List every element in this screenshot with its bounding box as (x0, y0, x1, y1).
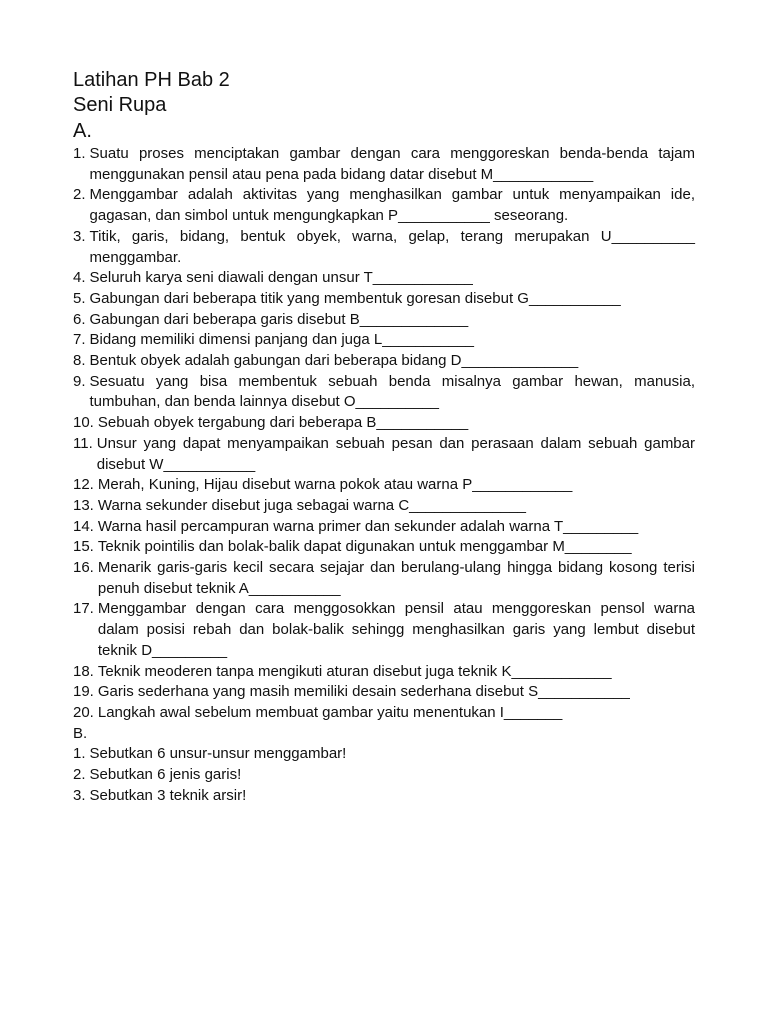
question-number: 13. (73, 496, 94, 514)
question-item (73, 599, 695, 661)
question-text: Merah, Kuning, Hijau disebut warna pokok atau warna P____________ (97, 476, 573, 494)
question-text: Teknik meoderen tanpa mengikuti aturan disebut juga teknik K____________ (97, 662, 612, 680)
question-item (73, 372, 695, 413)
question-number: 20. (73, 703, 94, 721)
question-number: 8. (73, 352, 86, 370)
question-text: Titik, garis, bidang, bentuk obyek, warna, gelap, terang merupakan U__________ menggambar. (89, 227, 695, 266)
question-item (73, 496, 695, 517)
section-b-questions (73, 744, 695, 806)
question-item (73, 517, 695, 538)
section-a-questions (73, 144, 695, 724)
question-text: Suatu proses menciptakan gambar dengan cara menggoreskan benda-benda tajam menggunakan pensil atau pena pada bidang datar disebut M____________ (89, 145, 695, 183)
question-number: 2. (73, 766, 86, 784)
question-number: 4. (73, 269, 86, 287)
question-text: Warna sekunder disebut juga sebagai warna C______________ (97, 496, 526, 514)
question-item (73, 227, 695, 268)
question-number: 3. (73, 227, 86, 245)
question-item (73, 475, 695, 496)
question-item (73, 662, 695, 683)
question-text: Menggambar adalah aktivitas yang menghasilkan gambar untuk menyampaikan ide, gagasan, dan simbol untuk mengungkapkan P___________ seseorang. (89, 186, 695, 225)
task-item (73, 786, 695, 807)
question-number: 9. (73, 372, 86, 390)
question-number: 12. (73, 476, 94, 494)
question-item (73, 330, 695, 351)
question-number: 18. (73, 662, 94, 680)
question-item (73, 310, 695, 331)
question-text: Sebutkan 6 jenis garis! (89, 766, 242, 784)
question-text: Sebutkan 6 unsur-unsur menggambar! (89, 745, 347, 763)
question-item (73, 558, 695, 599)
question-text: Gabungan dari beberapa garis disebut B_____________ (89, 310, 469, 328)
question-text: Menarik garis-garis kecil secara sejajar dan berulang-ulang hingga bidang kosong terisi penuh disebut teknik A___________ (97, 559, 695, 597)
question-text: Sesuatu yang bisa membentuk sebuah benda misalnya gambar hewan, manusia, tumbuhan, dan benda lainnya disebut O__________ (89, 372, 695, 411)
question-item (73, 144, 695, 185)
section-a-heading: A. (73, 120, 92, 142)
question-number: 7. (73, 331, 86, 349)
question-number: 17. (73, 600, 94, 618)
question-text: Garis sederhana yang masih memiliki desain sederhana disebut S___________ (97, 683, 630, 701)
question-text: Sebuah obyek tergabung dari beberapa B___________ (97, 414, 469, 432)
question-number: 15. (73, 538, 94, 556)
question-item (73, 185, 695, 226)
question-text: Langkah awal sebelum membuat gambar yaitu menentukan I_______ (97, 703, 563, 721)
question-number: 19. (73, 683, 94, 701)
question-text: Unsur yang dapat menyampaikan sebuah pesan dan perasaan dalam sebuah gambar disebut W___________ (96, 434, 695, 473)
worksheet-title: Latihan PH Bab 2 (73, 69, 230, 91)
question-text: Seluruh karya seni diawali dengan unsur T____________ (89, 269, 473, 287)
question-number: 1. (73, 145, 86, 162)
question-text: Bidang memiliki dimensi panjang dan juga L___________ (89, 331, 474, 349)
question-text: Gabungan dari beberapa titik yang membentuk goresan disebut G___________ (89, 289, 621, 307)
question-text: Menggambar dengan cara menggosokkan pensil atau menggoreskan pensol warna dalam posisi rebah dan bolak-balik sehingg menghasilkan garis yang lembut disebut teknik D_________ (97, 600, 695, 659)
task-item (73, 765, 695, 786)
question-text: Bentuk obyek adalah gabungan dari beberapa bidang D______________ (89, 352, 579, 370)
question-number: 10. (73, 414, 94, 432)
question-item (73, 268, 695, 289)
task-item (73, 744, 695, 765)
question-number: 2. (73, 186, 86, 204)
section-b-heading: B. (73, 724, 88, 742)
question-item (73, 703, 695, 724)
question-text: Warna hasil percampuran warna primer dan sekunder adalah warna T_________ (97, 517, 639, 535)
question-number: 5. (73, 289, 86, 307)
question-item (73, 351, 695, 372)
question-number: 3. (73, 786, 86, 804)
question-item (73, 413, 695, 434)
question-text: Sebutkan 3 teknik arsir! (89, 786, 247, 804)
question-number: 1. (73, 745, 86, 763)
worksheet-subject: Seni Rupa (73, 94, 167, 116)
question-item (73, 434, 695, 475)
question-item (73, 289, 695, 310)
question-item (73, 537, 695, 558)
question-number: 14. (73, 517, 94, 535)
question-number: 6. (73, 310, 86, 328)
question-number: 16. (73, 559, 94, 577)
question-item (73, 682, 695, 703)
question-text: Teknik pointilis dan bolak-balik dapat digunakan untuk menggambar M________ (97, 538, 632, 556)
worksheet-page (73, 68, 695, 807)
question-number: 11. (73, 434, 93, 452)
